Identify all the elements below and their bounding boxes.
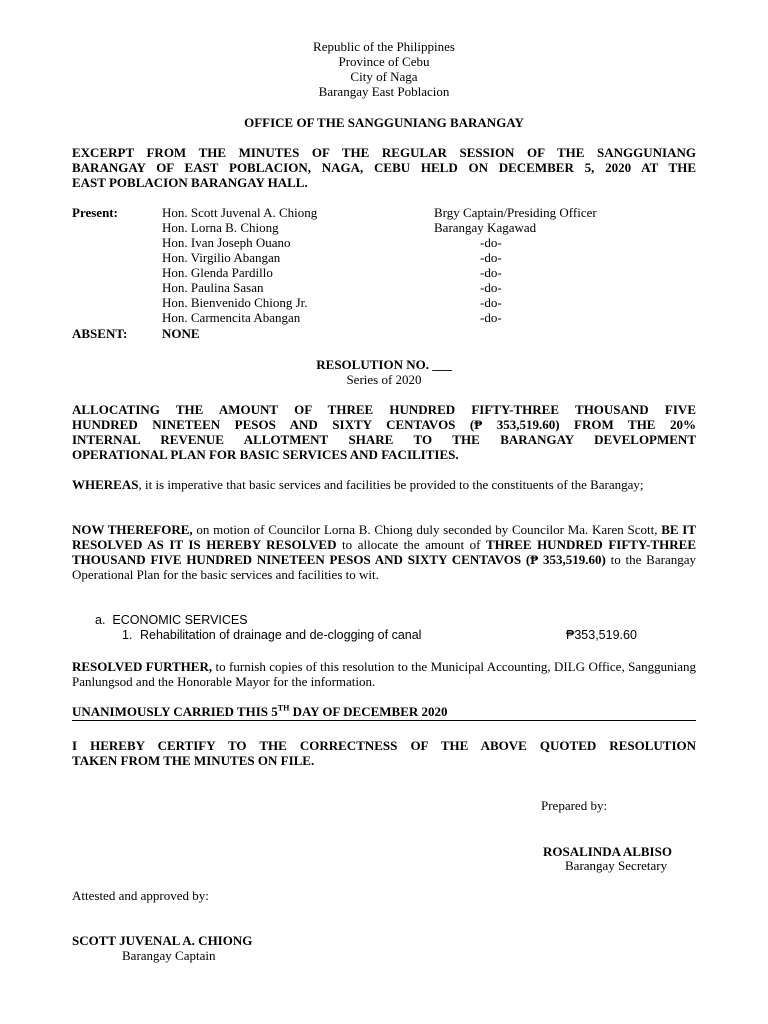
attendance-row [72,310,696,325]
member-name: Hon. Lorna B. Chiong [162,220,279,235]
divider-line [72,720,696,721]
now-therefore-text-1: on motion of Councilor Lorna B. Chiong duly seconded by Councilor Ma. Karen Scott, [192,522,662,537]
attendance-row [72,250,696,265]
member-position: -do- [480,265,502,280]
member-name: Hon. Paulina Sasan [162,280,264,295]
allocating-line-4: OPERATIONAL PLAN FOR BASIC SERVICES AND FACILITIES. [72,447,459,462]
whereas-lead: WHEREAS [72,477,139,492]
member-position: Brgy Captain/Presiding Officer [434,205,597,220]
resolved-further-lead: RESOLVED FURTHER, [72,659,213,674]
excerpt-line-1: EXCERPT FROM THE MINUTES OF THE REGULAR SESSION OF THE SANGGUNIANG [72,145,696,160]
resolution-number: RESOLUTION NO. ___ [316,357,452,372]
attendance-row [72,235,696,250]
resolved-clause: BE IT RESOLVED AS IT IS HEREBY RESOLVED [72,522,697,552]
office-title: OFFICE OF THE SANGGUNIANG BARANGAY [244,115,524,130]
prepared-label: Prepared by: [541,798,608,813]
member-name: Hon. Carmencita Abangan [162,310,301,325]
absent-value: NONE [162,326,200,341]
carried-text-before: UNANIMOUSLY CARRIED THIS 5 [72,704,278,719]
excerpt-line-2: BARANGAY OF EAST POBLACION, NAGA, CEBU HELD ON DECEMBER 5, 2020 AT THE [72,160,696,175]
header-country: Republic of the Philippines [313,39,455,54]
carried-text-after: DAY OF DECEMBER 2020 [289,704,448,719]
member-name: Hon. Scott Juvenal A. Chiong [162,205,318,220]
member-name: Hon. Glenda Pardillo [162,265,273,280]
service-item-amount: ₱353,519.60 [566,628,637,642]
resolution-series: Series of 2020 [346,372,422,387]
certify-line-1: I HEREBY CERTIFY TO THE CORRECTNESS OF THE ABOVE QUOTED RESOLUTION [72,738,696,753]
attested-title: Barangay Captain [122,948,216,963]
header-province: Province of Cebu [338,54,430,69]
amount-figure: (₱ 353,519.60) [521,552,606,567]
attendance-row [72,265,696,280]
member-position: -do- [480,235,502,250]
member-position: Barangay Kagawad [434,220,537,235]
member-position: -do- [480,250,502,265]
document-page [72,0,696,1024]
allocating-line-3: INTERNAL REVENUE ALLOTMENT SHARE TO THE BARANGAY DEVELOPMENT [72,432,696,447]
allocating-line-1: ALLOCATING THE AMOUNT OF THREE HUNDRED FIFTY-THREE THOUSAND FIVE [72,402,696,417]
prepared-name: ROSALINDA ALBISO [543,844,672,859]
absent-label: ABSENT: [72,326,128,341]
now-therefore-text-2: to allocate the amount of [336,537,487,552]
excerpt-line-3: EAST POBLACION BARANGAY HALL. [72,175,308,190]
attested-name: SCOTT JUVENAL A. CHIONG [72,933,253,948]
whereas-paragraph [72,477,696,492]
service-item-number: 1. [122,628,133,642]
member-position: -do- [480,310,502,325]
now-therefore-text-3: to the Barangay Operational Plan for the basic services and facilities to wit. [72,552,696,582]
attested-label: Attested and approved by: [72,888,209,903]
member-name: Hon. Virgilio Abangan [162,250,281,265]
now-therefore-paragraph [72,522,696,582]
attendance-row [72,205,696,220]
resolved-further-text: to furnish copies of this resolution to the Municipal Accounting, DILG Office, Sangguniang Panlungsod and the Honorable Mayor for the information. [72,659,696,689]
carried-superscript: TH [277,703,290,713]
certify-line-2: TAKEN FROM THE MINUTES ON FILE. [72,753,315,768]
member-position: -do- [480,295,502,310]
member-position: -do- [480,280,502,295]
attendance-row [72,295,696,310]
header-city: City of Naga [350,69,418,84]
attendance-row [72,220,696,235]
carried-statement [72,704,448,719]
allocating-line-2: HUNDRED NINETEEN PESOS AND SIXTY CENTAVOS (₱ 353,519.60) FROM THE 20% [72,417,696,432]
service-item-text: Rehabilitation of drainage and de-clogging of canal [140,628,422,642]
whereas-text: , it is imperative that basic services and facilities be provided to the constituents of the Barangay; [138,477,644,492]
header-barangay: Barangay East Poblacion [318,84,450,99]
present-label: Present: [72,205,118,220]
member-name: Hon. Bienvenido Chiong Jr. [162,295,308,310]
member-name: Hon. Ivan Joseph Ouano [162,235,291,250]
service-category: a. ECONOMIC SERVICES [95,613,248,627]
attendance-row [72,280,696,295]
now-therefore-lead: NOW THEREFORE, [72,522,193,537]
amount-words: THREE HUNDRED FIFTY-THREE THOUSAND FIVE HUNDRED NINETEEN PESOS AND SIXTY CENTAVOS [72,537,696,567]
resolved-further-paragraph [72,659,696,689]
prepared-title: Barangay Secretary [565,858,668,873]
